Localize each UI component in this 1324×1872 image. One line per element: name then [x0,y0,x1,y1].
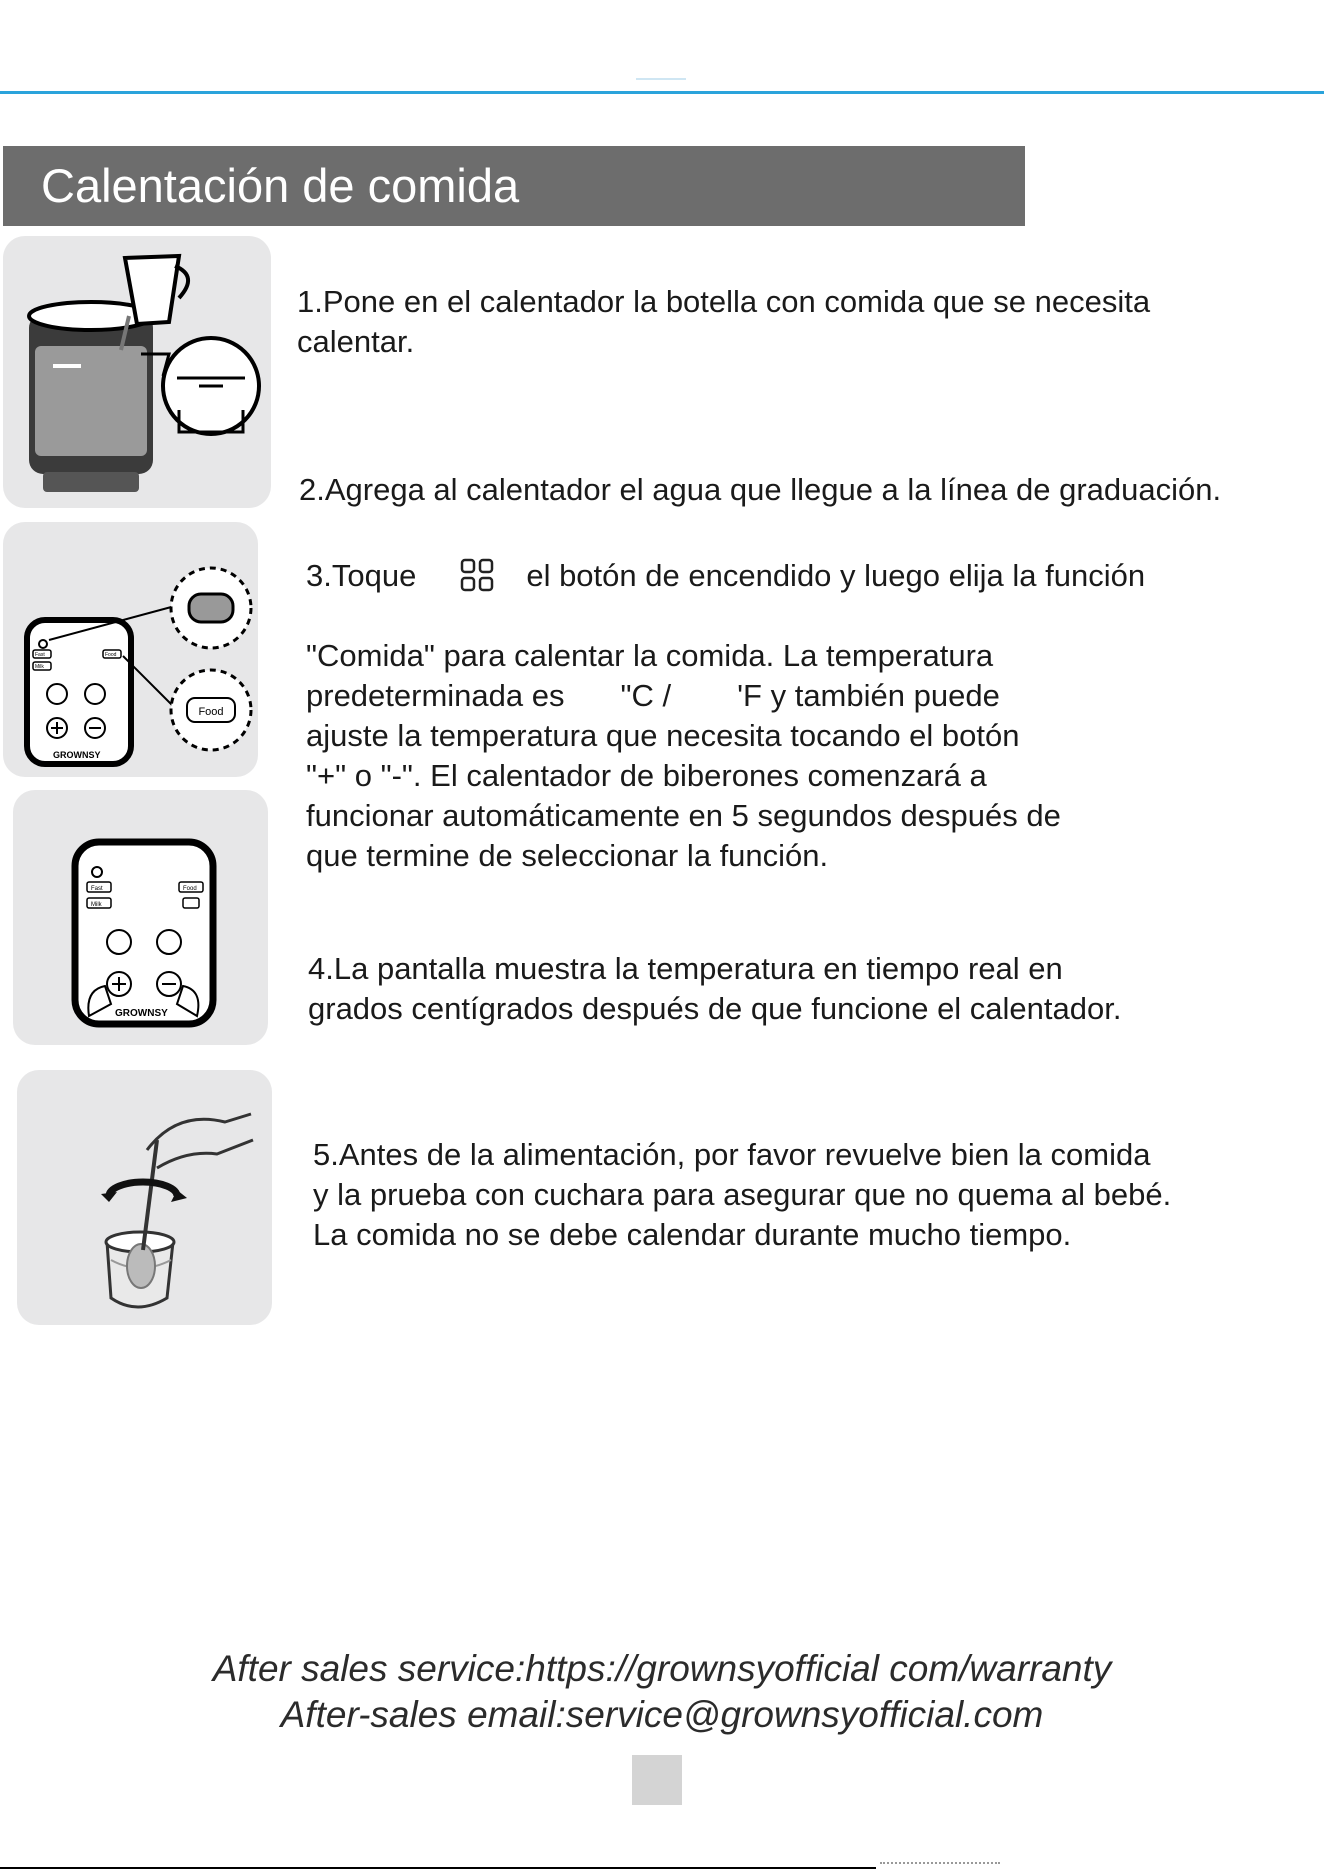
step-3-line-3: predeterminada es "C / 'F y también puede [306,678,1000,713]
step-3-body [306,636,1061,876]
step-3-line-4: ajuste la temperatura que necesita tocando el botón [306,718,1020,753]
step-3-line-7: que termine de seleccionar la función. [306,838,829,873]
svg-text:Fast: Fast [91,886,103,892]
svg-text:Food: Food [105,652,117,658]
section-title: Calentación de comida [3,146,1025,226]
illustration-pour-water [3,236,271,508]
warmer-pour-icon [3,236,271,508]
svg-text:Fast: Fast [35,652,45,658]
svg-text:GROWNSY: GROWNSY [53,750,101,760]
svg-text:Food: Food [183,886,197,892]
step-4 [308,949,1121,1029]
step-3 [306,556,1145,596]
step-5-line-2: y la prueba con cuchara para asegurar que no quema al bebé. [313,1177,1172,1212]
stir-spoon-icon [17,1070,272,1325]
after-sales-email: After-sales email:service@grownsyofficial.com [280,1694,1044,1735]
svg-text:Milk: Milk [91,902,102,908]
step-3-intro-b: el botón de encendido y luego elija la función [526,558,1146,593]
top-mark [636,78,686,80]
step-5-line-3: La comida no se debe calendar durante mucho tiempo. [313,1217,1072,1252]
page-number-box [632,1755,682,1805]
svg-text:GROWNSY: GROWNSY [115,1008,168,1019]
step-1 [297,282,1150,362]
step-5 [313,1135,1171,1255]
svg-text:Milk: Milk [35,664,44,670]
step-4-line-2: grados centígrados después de que funcione el calentador. [308,991,1122,1026]
illustration-stir-food [17,1070,272,1325]
step-3-line-2: "Comida" para calentar la comida. La temperatura [306,638,994,673]
illustration-adjust-temp [13,790,268,1045]
zoom-food-label: Food [198,706,224,718]
step-2: 2.Agrega al calentador el agua que llegue a la línea de graduación. [299,472,1222,507]
step-4-line-1: 4.La pantalla muestra la temperatura en tiempo real en [308,951,1063,986]
step-3-line-5: "+" o "-". El calentador de biberones comenzará a [306,758,987,793]
after-sales-service: After sales service:https://grownsyofficial com/warranty [212,1648,1112,1689]
step-5-line-1: 5.Antes de la alimentación, por favor revuelve bien la comida [313,1137,1151,1172]
step-3-intro-a: 3.Toque [306,558,417,593]
control-adjust-icon [13,790,268,1045]
bottom-dots [880,1862,1000,1872]
function-grid-icon [460,558,494,592]
control-panel-icon [3,522,258,777]
bottom-rule [0,1867,876,1869]
step-1-line-1: 1.Pone en el calentador la botella con comida que se necesita [297,284,1151,319]
illustration-control-zoom [3,522,258,777]
step-1-line-2: calentar. [297,324,415,359]
top-rule [0,91,1324,94]
step-3-line-6: funcionar automáticamente en 5 segundos después de [306,798,1061,833]
